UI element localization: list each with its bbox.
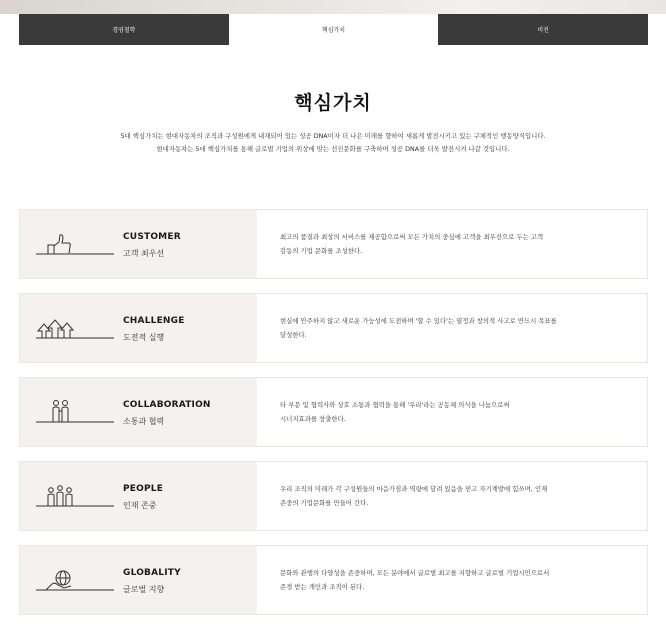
header-background: [0, 0, 666, 14]
upward-arrows-icon: [34, 312, 116, 342]
value-description-line: 타 부문 및 협력사와 상호 소통과 협력을 통해 '우리'라는 공동체 의식을 나눔으로써: [280, 401, 510, 409]
value-card-challenge: [19, 293, 648, 363]
value-card-customer: [19, 209, 648, 279]
tab-bar: [19, 14, 648, 45]
intro-line-2: 현대자동차는 5대 핵심가치를 통해 글로벌 기업의 위상에 맞는 선진문화를 구축하며 성공 DNA를 더욱 발전시켜 나갈 것입니다.: [156, 145, 510, 153]
value-title-en: COLLABORATION: [123, 400, 211, 410]
value-card-label-area: [20, 378, 257, 446]
value-card-label-area: [20, 294, 257, 362]
intro-text: [0, 130, 666, 156]
value-description-line: 달성한다.: [280, 331, 307, 339]
value-card-label-area: [20, 546, 257, 614]
value-description-line: 최고의 품질과 최상의 서비스를 제공함으로써 모든 가치의 중심에 고객을 최우선으로 두는 고객: [280, 233, 544, 241]
value-card-label-area: [20, 210, 257, 278]
value-description: [280, 230, 630, 258]
value-description-line: 우리 조직의 미래가 각 구성원들의 마음가짐과 역량에 달려 있음을 믿고 자기계발에 힘쓰며, 인재: [280, 485, 548, 493]
value-card-people: [19, 461, 648, 531]
value-title-ko: 인재 존중: [123, 501, 157, 510]
value-card-globality: [19, 545, 648, 615]
value-title-ko: 소통과 협력: [123, 417, 165, 426]
value-description: [280, 314, 630, 342]
thumbs-up-icon: [34, 228, 116, 258]
value-card-label-area: [20, 462, 257, 530]
value-title-en: GLOBALITY: [123, 568, 181, 578]
value-description: [280, 566, 630, 594]
value-title-en: CHALLENGE: [123, 316, 185, 326]
tab-core-values[interactable]: 핵심가치: [229, 14, 439, 45]
tab-philosophy[interactable]: 경영철학: [19, 14, 229, 45]
value-description-line: 존중의 기업문화를 만들어 간다.: [280, 499, 369, 507]
value-card-collaboration: [19, 377, 648, 447]
value-description-line: 감동의 기업 문화를 조성한다.: [280, 247, 363, 255]
value-description-line: 존경 받는 개인과 조직이 된다.: [280, 583, 365, 591]
two-people-icon: [34, 396, 116, 426]
tab-vision[interactable]: 비전: [438, 14, 648, 45]
value-title-ko: 도전적 실행: [123, 333, 165, 342]
intro-line-1: 5대 핵심가치는 현대자동차의 조직과 구성원에게 내재되어 있는 성공 DNA이자 더 나은 미래를 향하여 새롭게 발전시키고 있는 구체적인 행동양식입니다.: [120, 132, 546, 140]
value-title-ko: 글로벌 지향: [123, 585, 165, 594]
value-description-line: 현실에 안주하지 않고 새로운 가능성에 도전하며 '할 수 있다'는 열정과 창의적 사고로 반드시 목표를: [280, 317, 557, 325]
value-description: [280, 482, 630, 510]
value-title-en: PEOPLE: [123, 484, 164, 494]
value-title-ko: 고객 최우선: [123, 249, 165, 258]
value-description-line: 문화와 관행의 다양성을 존중하며, 모든 분야에서 글로벌 최고를 지향하고 글로벌 기업시민으로서: [280, 569, 550, 577]
page-title: 핵심가치: [294, 92, 372, 114]
value-title-en: CUSTOMER: [123, 232, 181, 242]
globe-hand-icon: [34, 564, 116, 594]
value-description-line: 시너지효과를 창출한다.: [280, 415, 346, 423]
three-people-icon: [34, 480, 116, 510]
value-description: [280, 398, 630, 426]
